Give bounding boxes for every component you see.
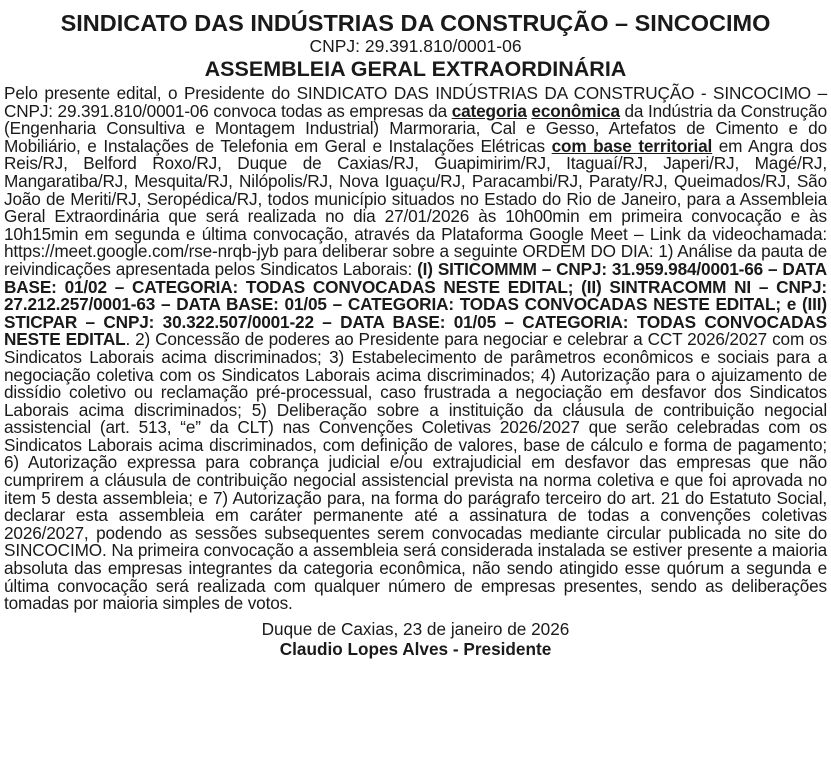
body-agenda-intro: em Angra dos Reis/RJ, Belford Roxo/RJ, Duque de Caxias/RJ, Guapimirim/RJ, Itaguaí/RJ, Japeri/RJ, Magé/RJ, Mangaratiba/RJ, Mesquita/RJ, Nilópolis/RJ, Nova Iguaçu/RJ, Paracambi/RJ, Paraty/RJ, Queimados/RJ, São João de Meriti/RJ, Seropédica/RJ, todos município situados no Estado do Rio de Janeiro, para a Assembleia Geral Extraordinária que será realizada no dia 27/01/2026 às 10h00min em primeira convocação e às 10h15min em segunda e última convocação, através da Plataforma Google Meet – Link da videochamada: https://meet.google.com/rse-nrqb-jyb para deliberar sobre a seguinte ORDEM DO DIA: 1) Análise da pauta de reivindicações apresentada pelos Sindicatos Laborais: xyxy=(4,135,827,279)
base-territorial-emphasis: com base territorial xyxy=(551,135,713,156)
place-date: Duque de Caxias, 23 de janeiro de 2026 xyxy=(261,618,570,639)
body-industries: da Indústria da Construção (Engenharia Consultiva e Montagem Industrial) Marmoraria, Cal e Gesso, Artefatos de Cimento e do Mobiliário, e Instalações de Telefonia em Geral e Instalações Elétricas xyxy=(4,100,827,156)
body-intro: Pelo presente edital, o Presidente do SINDICATO DAS INDÚSTRIAS DA CONSTRUÇÃO - SINCOCIMO – CNPJ: 29.391.810/0001-06 convoca todas as empresas da xyxy=(4,83,827,121)
document-title: SINDICATO DAS INDÚSTRIAS DA CONSTRUÇÃO – SINCOCIMO xyxy=(60,10,771,36)
categoria-emphasis: categoria xyxy=(451,100,527,121)
edital-body xyxy=(4,85,827,613)
sindicatos-laborais-list: (I) SITICOMMM – CNPJ: 31.959.984/0001-66 – DATA BASE: 01/02 – CATEGORIA: TODAS CONVOCADAS NESTE EDITAL; (II) SINTRACOMM NI – CNPJ: 27.212.257/0001-63 – DATA BASE: 01/05 – CATEGORIA: TODAS CONVOCADAS NESTE EDITAL; e (III) STICPAR – CNPJ: 30.322.507/0001-22 – DATA BASE: 01/05 – CATEGORIA: TODAS CONVOCADAS NESTE EDITAL xyxy=(4,258,827,350)
header-cnpj: CNPJ: 29.391.810/0001-06 xyxy=(309,36,522,56)
economica-emphasis: econômica xyxy=(531,100,620,121)
signer-name: Claudio Lopes Alves - Presidente xyxy=(279,638,552,659)
document-subtitle: ASSEMBLEIA GERAL EXTRAORDINÁRIA xyxy=(204,57,627,81)
body-agenda-items: . 2) Concessão de poderes ao Presidente para negociar e celebrar a CCT 2026/2027 com os Sindicatos Laborais acima discriminados; 3) Estabelecimento de parâmetros econômicos e sociais para a negociação coletiva com os Sindicatos Laborais acima discriminados; 4) Autorização para o ajuizamento de dissídio coletivo ou reclamação pré-processual, caso frustrada a negociação em desfavor dos Sindicatos Laborais acima discriminados; 5) Deliberação sobre a instituição da cláusula de contribuição negocial assistencial (art. 513, “e” da CLT) nas Convenções Coletivas 2026/2027 que serão celebradas com os Sindicatos Laborais acima discriminados, com definição de valores, base de cálculo e forma de pagamento; 6) Autorização expressa para cobrança judicial e/ou extrajudicial em desfavor das empresas que não cumprirem a cláusula de contribuição negocial assistencial prevista na norma coletiva e que foi aprovada no item 5 desta assembleia; e 7) Autorização para, na forma do parágrafo terceiro do art. 21 do Estatuto Social, declarar esta assembleia em caráter permanente até a assinatura de todas a convenções coletivas 2026/2027, podendo as sessões subsequentes serem convocadas mediante circular publicada no site do SINCOCIMO. Na primeira convocação a assembleia será considerada instalada se estiver presente a maioria absoluta das empresas integrantes da categoria econômica, não sendo atingido esse quórum a segunda e última convocação será realizada com qualquer número de empresas presentes, sendo as deliberações tomadas por maioria simples de votos. xyxy=(4,329,827,614)
